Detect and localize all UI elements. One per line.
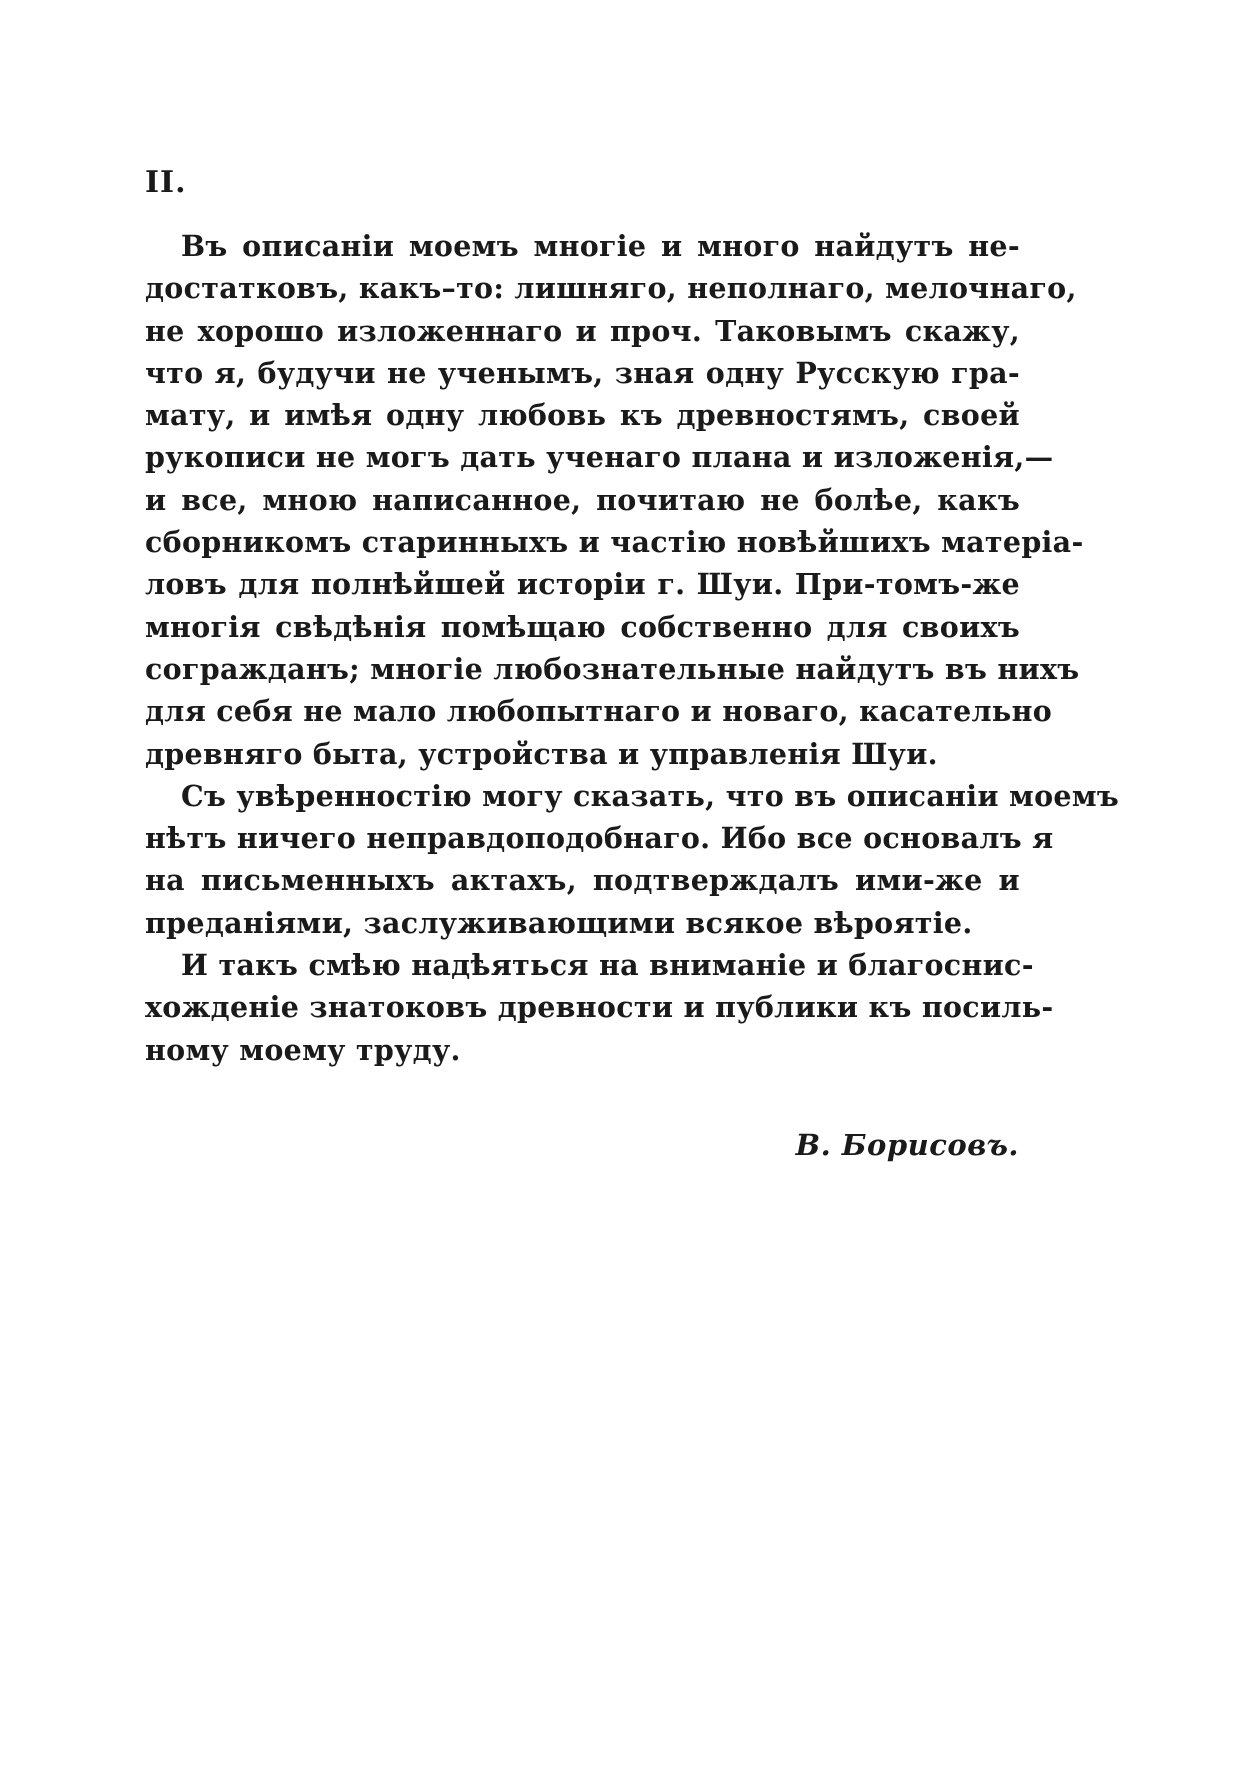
body-text <box>145 225 1120 1071</box>
text-line: достатковъ, какъ–то: лишняго, неполнаго, мелочнаго, <box>145 271 1077 306</box>
paragraph-3 <box>145 944 1054 1071</box>
text-line: нѣтъ ничего неправдоподобнаго. Ибо все основалъ я <box>145 821 1054 856</box>
text-line: И такъ смѣю надѣяться на вниманіе и благоснис- <box>181 948 1034 983</box>
text-line: рукописи не могъ дать ученаго плана и изложенія,— <box>145 440 1054 475</box>
text-line: для себя не мало любопытнаго и новаго, касательно <box>145 694 1053 729</box>
text-line: не хорошо изложеннаго и проч. Таковымъ скажу, <box>145 313 1020 348</box>
text-line: древняго быта, устройства и управленія Шуи. <box>145 736 938 771</box>
text-line: что я, будучи не ученымъ, зная одну Русскую гра- <box>145 355 1020 390</box>
author-signature: В. Борисовъ. <box>795 1128 1019 1162</box>
text-line: Съ увѣренностію могу сказать, что въ описаніи моемъ <box>181 778 1120 813</box>
text-line: Въ описаніи моемъ многіе и много найдутъ не- <box>181 229 1020 263</box>
text-line: преданіями, заслуживающими всякое вѣроятіе. <box>145 905 973 940</box>
text-line: на письменныхъ актахъ, подтверждалъ ими-же и <box>145 863 1020 898</box>
text-line: мату, и имѣя одну любовь къ древностямъ, своей <box>145 398 1020 433</box>
page-number: II. <box>145 165 187 200</box>
text-line: ловъ для полнѣйшей исторіи г. Шуи. При-томъ-же <box>145 567 1020 602</box>
paragraph-1 <box>145 225 1084 775</box>
text-line: ному моему труду. <box>145 1032 461 1067</box>
text-line: и все, мною написанное, почитаю не болѣе, какъ <box>145 482 1020 517</box>
text-line: многія свѣдѣнія помѣщаю собственно для своихъ <box>145 609 1020 644</box>
paragraph-2 <box>145 775 1120 944</box>
text-line: сборникомъ старинныхъ и частію новѣйшихъ матеріа- <box>145 525 1084 560</box>
text-line: согражданъ; многіе любознательные найдутъ въ нихъ <box>145 651 1080 686</box>
text-line: хожденіе знатоковъ древности и публики къ посиль- <box>145 990 1054 1025</box>
